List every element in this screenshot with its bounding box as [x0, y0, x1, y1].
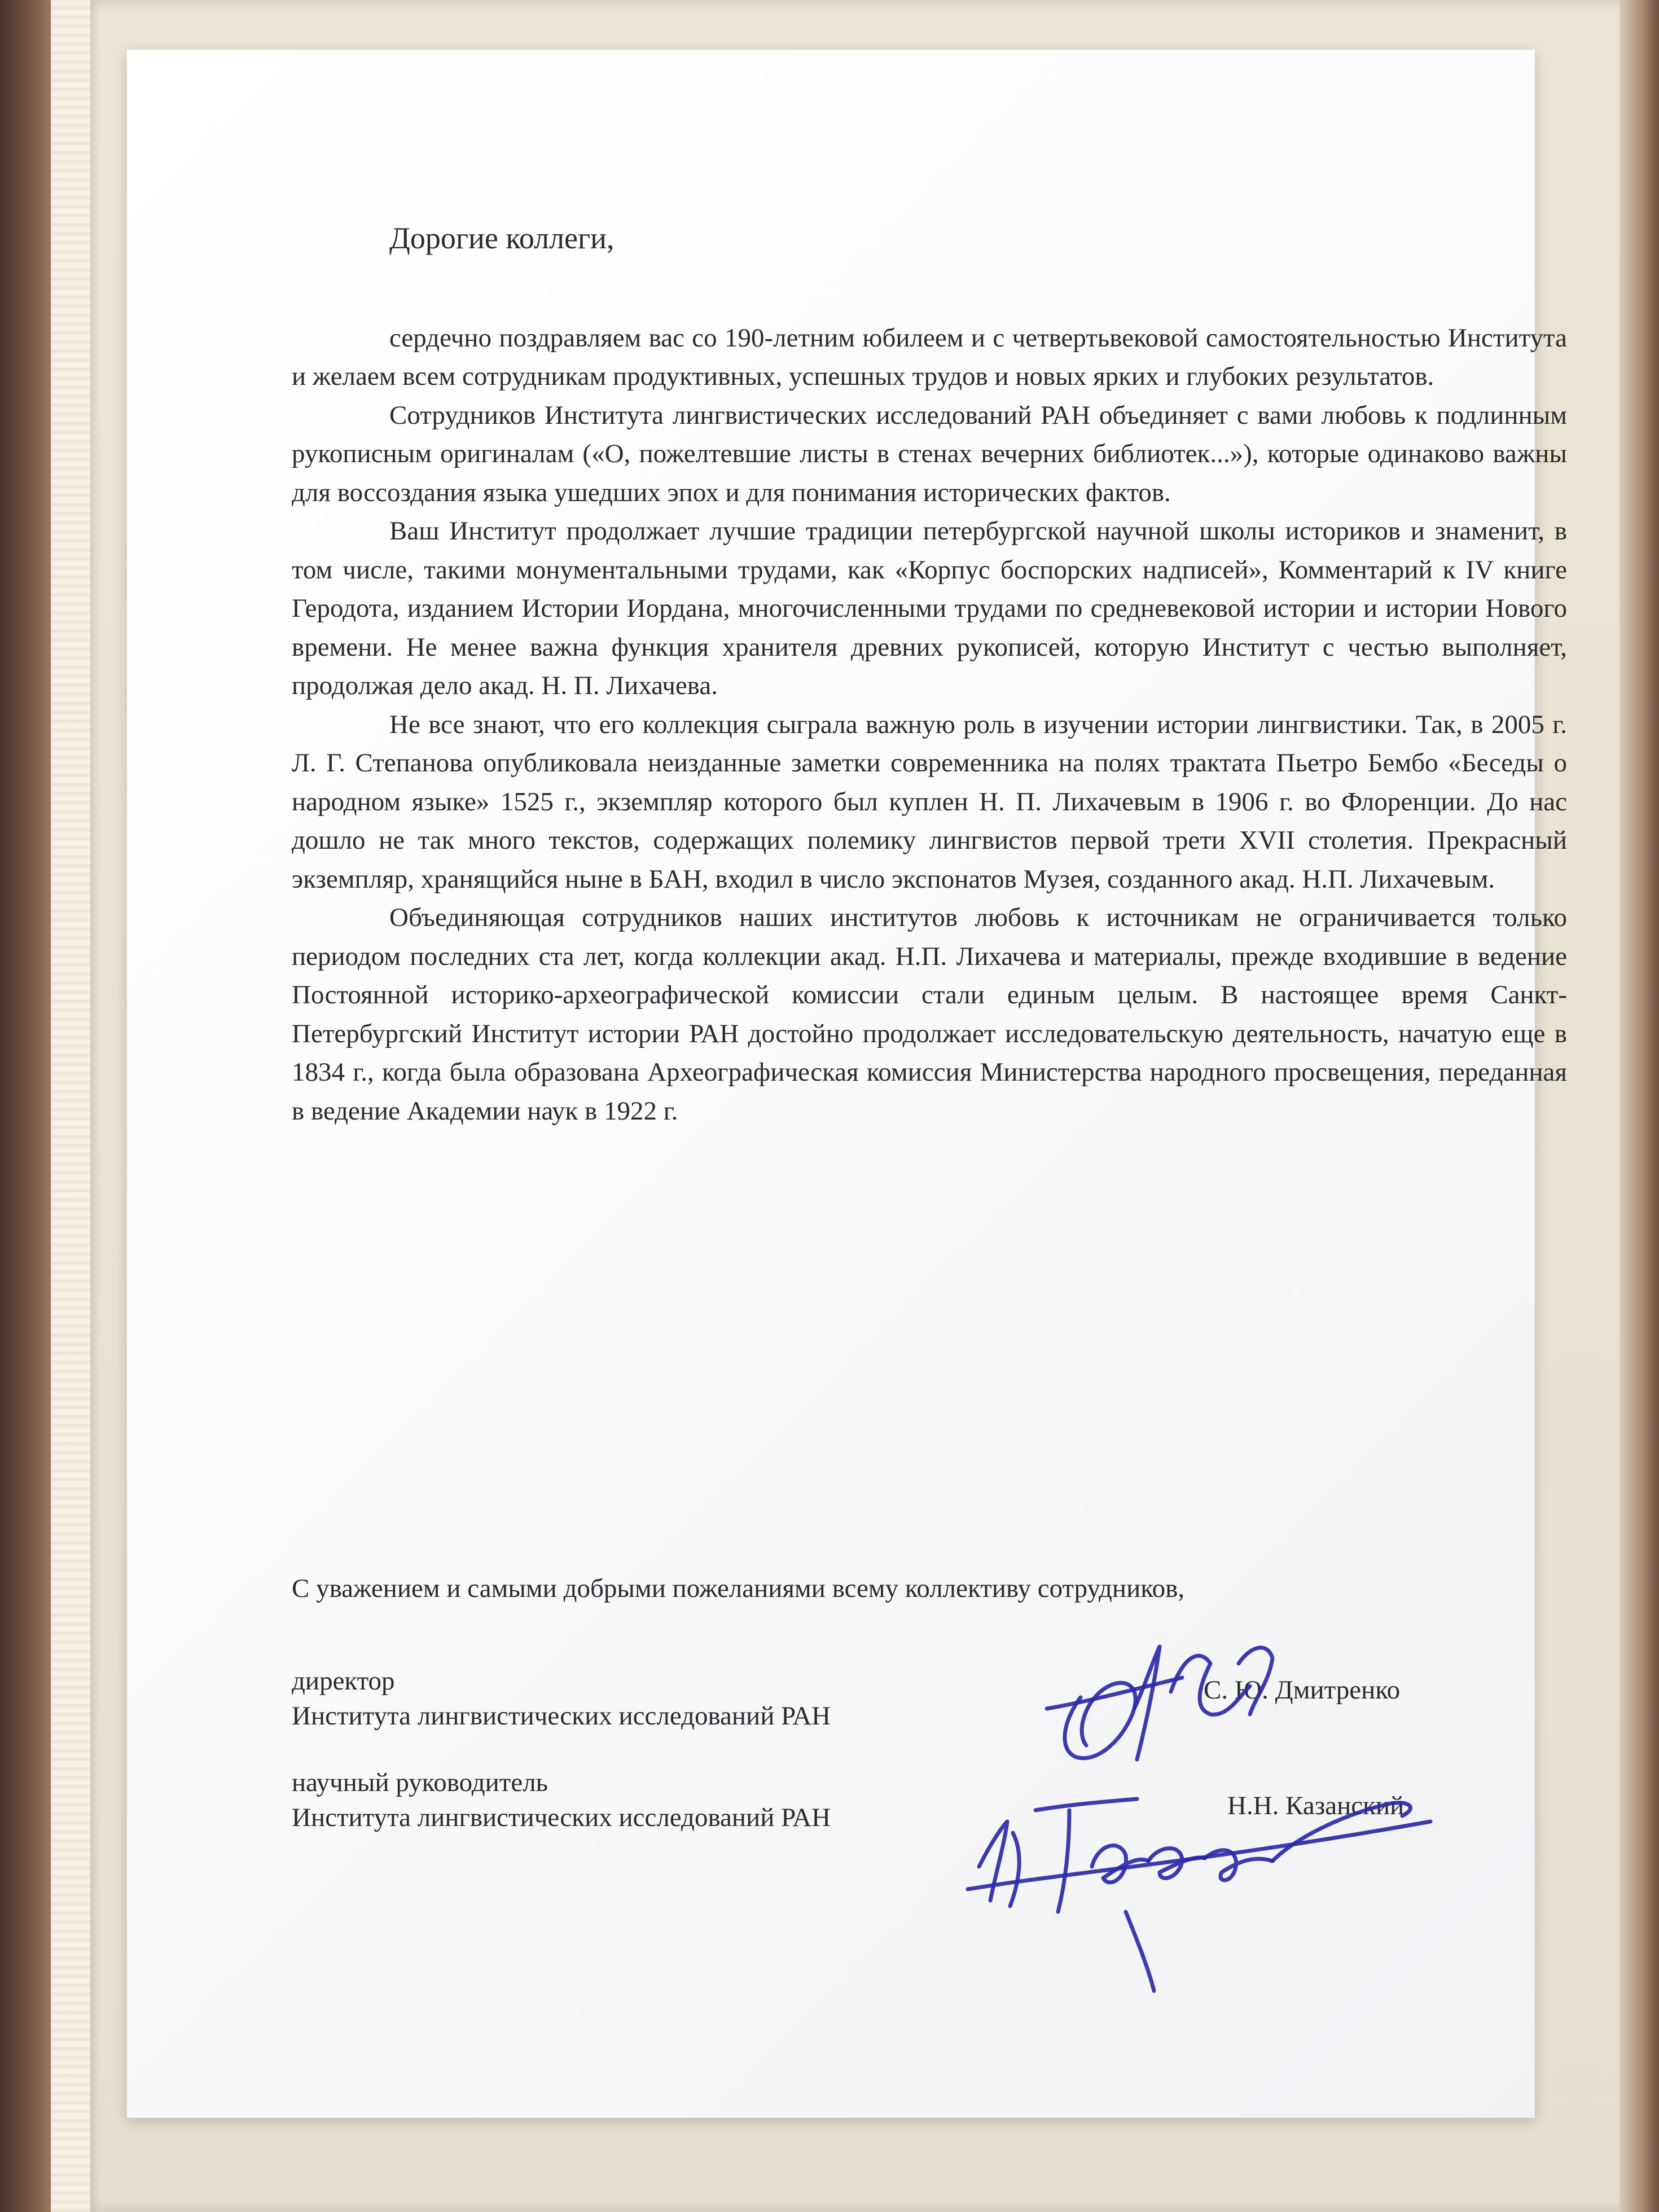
letter-page — [127, 50, 1567, 2118]
salutation: Дорогие коллеги, — [389, 221, 615, 255]
signatory-1-name: С. Ю. Дмитренко — [1204, 1675, 1401, 1705]
signatory-1-position: директор — [292, 1666, 395, 1696]
paragraph-2: Сотрудников Института лингвистических исследований РАН объединяет с вами любовь к подлинным рукописным оригиналам («О, пожелтевшие листы в стенах вечерних библиотек...»), которые одинаково важны для воссоздания языка ушедших эпох и для понимания исторических фактов. — [292, 400, 1567, 507]
signatory-1-organization: Института лингвистических исследований РАН — [292, 1701, 831, 1731]
signature-2-icon — [956, 1743, 1442, 2002]
paragraph-1: сердечно поздравляем вас со 190-летним юбилеем и с четвертьвековой самостоятельностью Института и желаем всем сотрудникам продуктивных, успешных трудов и новых ярких и глубоких результатов. — [292, 323, 1567, 391]
letter-body — [292, 219, 1567, 1130]
folder-edge — [1620, 0, 1659, 2212]
signatory-2-organization: Института лингвистических исследований РАН — [292, 1803, 831, 1832]
folder-spine-ribbon — [51, 0, 90, 2212]
signatory-2-position: научный руководитель — [292, 1768, 548, 1797]
signatory-1-block — [292, 1664, 1138, 1733]
signatory-2-name: Н.Н. Казанский — [1227, 1791, 1405, 1820]
paragraph-4: Не все знают, что его коллекция сыграла важную роль в изучении истории лингвистики. Так, в 2005 г. Л. Г. Степанова опубликовала неизданные заметки современника на полях трактата Пьетро Бембо «Беседы о народном языке» 1525 г., экземпляр которого был куплен Н. П. Лихачевым в 1906 г. во Флоренции. До нас дошло не так много текстов, содержащих полемику лингвистов первой трети XVII столетия. Прекрасный экземпляр, хранящийся ныне в БАН, входил в число экспонатов Музея, созданного акад. Н.П. Лихачевым. — [292, 709, 1567, 894]
paragraph-5: Объединяющая сотрудников наших институтов любовь к источникам не ограничивается только периодом последних ста лет, когда коллекции акад. Н.П. Лихачева и материалы, прежде входившие в ведение Постоянной историко-археографической комиссии стали единым целым. В настоящее время Санкт-Петербургский Институт истории РАН достойно продолжает исследовательскую деятельность, начатую еще в 1834 г., когда была образована Археографическая комиссия Министерства народного просвещения, переданная в ведение Академии наук в 1922 г. — [292, 903, 1567, 1126]
closing-line: С уважением и самыми добрыми пожеланиями всему коллективу сотрудников, — [292, 1574, 1185, 1603]
paragraph-3: Ваш Институт продолжает лучшие традиции петербургской научной школы историков и знаменит, в том числе, такими монументальными трудами, как «Корпус боспорских надписей», Комментарий к IV книге Геродота, изданием Истории Иордана, многочисленными трудами по средневековой истории и истории Нового времени. Не менее важна функция хранителя древних рукописей, которую Институт с честью выполняет, продолжая дело акад. Н. П. Лихачева. — [292, 516, 1567, 700]
